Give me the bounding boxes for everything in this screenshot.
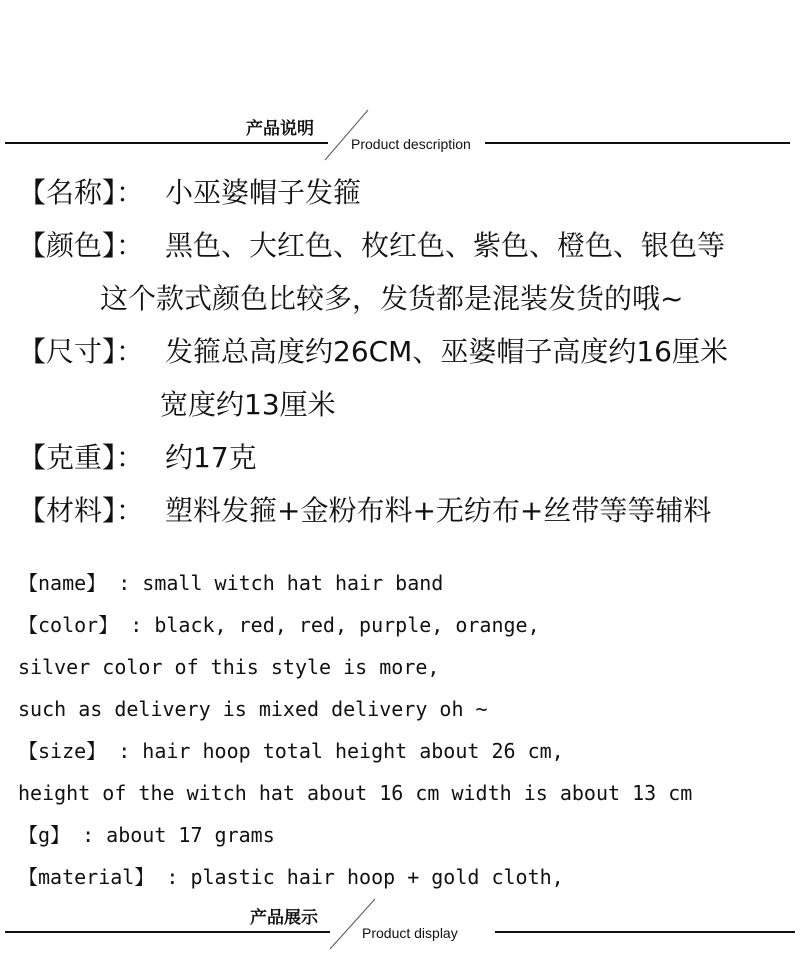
spec-line-en: 【name】 : small witch hat hair band [18, 571, 444, 595]
section-title-en: Product display [362, 925, 458, 941]
spec-material-cn [18, 494, 711, 528]
spec-line-en: 【material】 : plastic hair hoop + gold cloth, [18, 865, 564, 889]
section-title-cn: 产品展示 [250, 908, 318, 928]
spec-value: 小巫婆帽子发箍 [165, 176, 362, 209]
spec-color-cn [18, 229, 725, 263]
spec-label: 【尺寸】： [18, 335, 145, 368]
spec-line-en: 【g】 : about 17 grams [18, 823, 275, 847]
spec-color-cn-continued: 这个款式颜色比较多，发货都是混装发货的哦~ [100, 282, 684, 315]
spec-size-cn [18, 335, 728, 369]
section-header-description [0, 108, 800, 168]
spec-value: 黑色、大红色、枚红色、紫色、橙色、银色等 [165, 229, 726, 262]
spec-line-en: 【color】 : black, red, red, purple, orange, [18, 613, 540, 637]
spec-size-cn-continued: 宽度约13厘米 [160, 388, 336, 421]
spec-label: 【材料】： [18, 494, 145, 527]
spec-line-en: such as delivery is mixed delivery oh ~ [18, 697, 488, 721]
section-header-display [0, 897, 800, 957]
spec-value: 发箍总高度约26CM、巫婆帽子高度约16厘米 [165, 335, 728, 368]
spec-line-en: silver color of this style is more, [18, 655, 440, 679]
spec-weight-cn [18, 441, 257, 475]
spec-label: 【名称】： [18, 176, 145, 209]
spec-line-en: 【size】 : hair hoop total height about 26 cm, [18, 739, 564, 763]
spec-name-cn [18, 176, 361, 210]
spec-label: 【克重】： [18, 441, 145, 474]
spec-value: 塑料发箍+金粉布料+无纺布+丝带等等辅料 [165, 494, 712, 527]
spec-value: 约17克 [165, 441, 257, 474]
spec-line-en: height of the witch hat about 16 cm width is about 13 cm [18, 781, 693, 805]
section-title-en: Product description [351, 136, 471, 152]
spec-label: 【颜色】： [18, 229, 145, 262]
section-title-cn: 产品说明 [246, 119, 314, 139]
